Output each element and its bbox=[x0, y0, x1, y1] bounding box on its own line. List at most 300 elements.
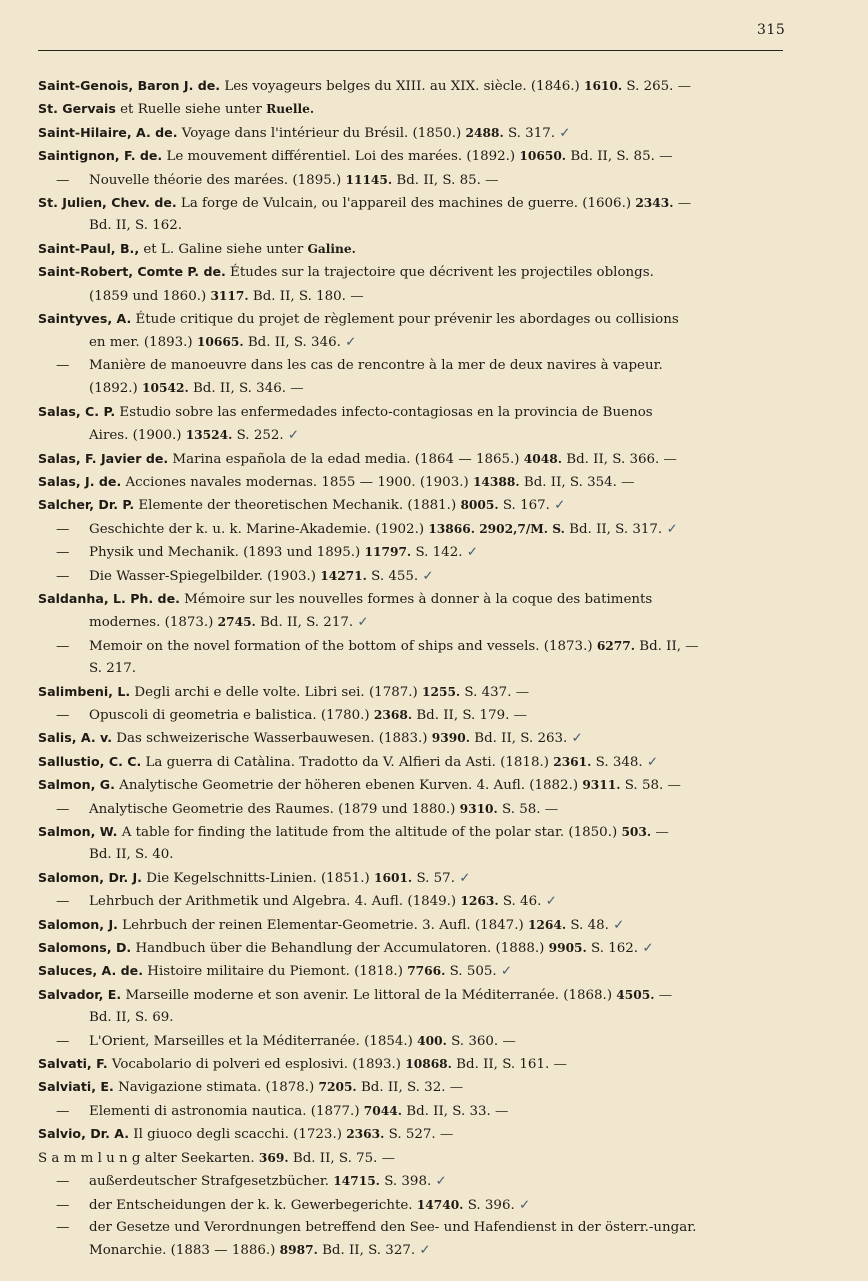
entry-title: et Ruelle siehe unter bbox=[115, 102, 267, 118]
catalog-number: 2745. bbox=[217, 615, 256, 630]
index-entry bbox=[38, 1076, 778, 1099]
entry-line bbox=[38, 565, 778, 588]
catalog-number: 8005. bbox=[460, 498, 499, 513]
entry-title: Étude critique du projet de règlement pour prévenir les abordages ou collisions bbox=[131, 312, 679, 328]
author-name: Saint-Robert, Comte P. de. bbox=[38, 264, 226, 280]
margin-mark: ✓ bbox=[340, 335, 357, 351]
margin-mark: ✓ bbox=[496, 964, 513, 980]
page-reference: S. 455. bbox=[366, 568, 419, 584]
entry-line bbox=[38, 377, 778, 400]
catalog-number: 1263. bbox=[460, 894, 499, 909]
ditto-dash: — bbox=[56, 707, 70, 723]
entry-title: Le mouvement différentiel. Loi des marées. (1892.) bbox=[162, 149, 520, 165]
entry-line bbox=[38, 798, 778, 821]
page-reference: S. 396. bbox=[463, 1197, 515, 1213]
entry-title: Bd. II, S. 162. bbox=[89, 218, 183, 234]
entry-line bbox=[38, 937, 778, 960]
author-name: Salis, A. v. bbox=[38, 730, 112, 746]
catalog-number: 9311. bbox=[582, 778, 621, 793]
entry-line bbox=[38, 192, 778, 215]
index-entry bbox=[38, 1053, 778, 1076]
page-reference: S. 252. bbox=[232, 428, 284, 444]
margin-mark: — bbox=[549, 1057, 567, 1073]
page-reference: Bd. II, S. 33. bbox=[401, 1103, 491, 1119]
entry-line bbox=[38, 960, 778, 983]
entry-line bbox=[38, 215, 778, 237]
entry-title: Histoire militaire du Piemont. (1818.) bbox=[143, 964, 408, 980]
entry-title: der Entscheidungen der k. k. Gewerbegerichte. bbox=[89, 1197, 417, 1213]
catalog-number: 369. bbox=[258, 1150, 289, 1165]
entry-title: Les voyageurs belges du XIII. au XIX. siècle. (1846.) bbox=[220, 79, 584, 94]
margin-mark: — bbox=[673, 196, 692, 212]
entry-line bbox=[38, 867, 778, 890]
index-subentry bbox=[38, 1030, 778, 1053]
catalog-number: 14271. bbox=[320, 568, 367, 583]
ditto-dash: — bbox=[56, 521, 70, 537]
author-name: Saintyves, A. bbox=[38, 311, 132, 327]
ditto-dash: — bbox=[56, 638, 70, 654]
margin-mark: — bbox=[509, 707, 528, 723]
page-reference: S. 167. bbox=[498, 498, 550, 514]
page-reference: Bd. II, S. 75. bbox=[288, 1150, 378, 1166]
index-entry bbox=[38, 192, 778, 238]
index-entry bbox=[38, 471, 778, 494]
author-name: Salviati, E. bbox=[38, 1079, 114, 1095]
page-reference: Bd. II, S. 354. bbox=[519, 474, 617, 490]
catalog-number: 10868. bbox=[405, 1057, 452, 1072]
margin-mark: ✓ bbox=[642, 754, 659, 770]
margin-mark: ✓ bbox=[415, 1243, 431, 1259]
catalog-number: 11797. bbox=[364, 545, 412, 560]
catalog-number: 10650. bbox=[519, 149, 567, 164]
index-entry bbox=[38, 867, 778, 890]
catalog-number: 11145. bbox=[345, 172, 393, 187]
page-reference: S. 348. bbox=[591, 754, 643, 770]
entry-line bbox=[38, 1053, 778, 1076]
index-subentry bbox=[38, 635, 778, 681]
page-reference: S. 360. bbox=[446, 1033, 499, 1049]
entry-line bbox=[38, 1217, 778, 1239]
entry-title: Memoir on the novel formation of the bottom of ships and vessels. (1873.) bbox=[89, 638, 597, 654]
page-reference: Bd. II, S. 179. bbox=[412, 707, 510, 723]
margin-mark: — bbox=[540, 801, 559, 817]
catalog-number: 13524. bbox=[185, 428, 233, 443]
catalog-number: 10665. bbox=[196, 335, 244, 350]
margin-mark: — bbox=[663, 778, 681, 794]
entry-title: et L. Galine siehe unter bbox=[139, 241, 308, 257]
margin-mark: — bbox=[673, 79, 692, 94]
entry-title: Estudio sobre las enfermedades infecto-contagiosas en la provincia de Buenos bbox=[115, 404, 653, 420]
entry-title: S a m m l u n g alter Seekarten. bbox=[38, 1150, 259, 1166]
margin-mark: ✓ bbox=[567, 731, 583, 747]
margin-mark: ✓ bbox=[608, 917, 625, 933]
catalog-number: 13866. 2902,7/M. S. bbox=[428, 521, 565, 536]
entry-line bbox=[38, 1030, 778, 1053]
entry-line bbox=[38, 75, 778, 98]
entry-title: S. 217. bbox=[89, 661, 137, 677]
entry-line bbox=[38, 635, 778, 658]
index-entry bbox=[38, 1147, 778, 1170]
entry-title: der Gesetze und Verordnungen betreffend den See- und Hafendienst in der österr.-ungar. bbox=[89, 1219, 697, 1235]
index-entry bbox=[38, 984, 778, 1030]
index-entry bbox=[38, 238, 778, 261]
index-subentry bbox=[38, 1217, 778, 1263]
margin-mark: ✓ bbox=[454, 870, 471, 886]
author-name: Salas, C. P. bbox=[38, 403, 116, 419]
index-entry bbox=[38, 751, 778, 774]
entry-line bbox=[38, 1007, 778, 1029]
catalog-number: 9390. bbox=[431, 731, 470, 746]
margin-mark: — bbox=[659, 451, 677, 467]
author-name: Salimbeni, L. bbox=[38, 683, 131, 699]
margin-mark: ✓ bbox=[462, 545, 478, 561]
author-name: Salcher, Dr. P. bbox=[38, 497, 135, 513]
catalog-number: Ruelle. bbox=[266, 102, 315, 117]
catalog-number: 7205. bbox=[318, 1080, 357, 1095]
entry-line bbox=[38, 285, 778, 308]
margin-mark: — bbox=[651, 825, 669, 840]
entry-line bbox=[38, 844, 778, 866]
page-reference: Bd. II, S. 217. bbox=[255, 615, 354, 631]
entry-title: Il giuoco degli scacchi. (1723.) bbox=[129, 1127, 347, 1143]
margin-mark: — bbox=[490, 1103, 509, 1119]
catalog-number: 6277. bbox=[596, 638, 635, 653]
entry-line bbox=[38, 145, 778, 168]
entry-title: Bd. II, S. 40. bbox=[89, 847, 174, 863]
catalog-number: 2368. bbox=[373, 707, 413, 722]
author-name: Saint-Genois, Baron J. de. bbox=[38, 78, 221, 93]
page-reference: Bd. II, S. 346. bbox=[188, 381, 287, 397]
author-name: Saintignon, F. de. bbox=[38, 148, 163, 164]
margin-mark: — bbox=[445, 1080, 464, 1096]
ditto-dash: — bbox=[56, 357, 70, 373]
author-name: Salomons, D. bbox=[38, 940, 132, 956]
entry-line bbox=[38, 751, 778, 774]
page-reference: S. 527. bbox=[384, 1127, 436, 1143]
entry-line bbox=[38, 658, 778, 680]
index-entry-list bbox=[38, 75, 778, 1263]
entry-line bbox=[38, 261, 778, 284]
author-name: Salas, F. Javier de. bbox=[38, 450, 169, 466]
index-entry bbox=[38, 448, 778, 471]
margin-mark: — bbox=[616, 474, 635, 490]
margin-mark: ✓ bbox=[418, 568, 434, 584]
entry-title: Degli archi e delle volte. Libri sei. (1787.) bbox=[130, 684, 422, 700]
author-name: Salvador, E. bbox=[38, 986, 122, 1002]
entry-title: Navigazione stimata. (1878.) bbox=[113, 1080, 319, 1096]
margin-mark: ✓ bbox=[541, 894, 557, 910]
entry-line bbox=[38, 238, 778, 261]
index-subentry bbox=[38, 565, 778, 588]
page-reference: Bd. II, S. 180. bbox=[248, 288, 346, 304]
catalog-number: Galine. bbox=[307, 241, 356, 256]
margin-mark: — bbox=[498, 1033, 516, 1049]
ditto-dash: — bbox=[56, 1197, 70, 1213]
catalog-number: 3117. bbox=[210, 288, 249, 303]
index-entry bbox=[38, 937, 778, 960]
catalog-number: 1255. bbox=[422, 684, 461, 699]
page-reference: S. 162. bbox=[586, 941, 639, 957]
index-entry bbox=[38, 681, 778, 704]
index-entry bbox=[38, 774, 778, 797]
author-name: Sallustio, C. C. bbox=[38, 753, 142, 769]
catalog-number: 14715. bbox=[333, 1174, 380, 1189]
margin-mark: — bbox=[654, 149, 673, 165]
entry-line bbox=[38, 471, 778, 494]
index-entry bbox=[38, 1123, 778, 1146]
entry-line bbox=[38, 122, 778, 145]
page-reference: Bd. II, S. 366. bbox=[561, 451, 660, 467]
author-name: Saluces, A. de. bbox=[38, 963, 144, 979]
index-subentry bbox=[38, 169, 778, 192]
entry-title: Marseille moderne et son avenir. Le littoral de la Méditerranée. (1868.) bbox=[121, 987, 617, 1003]
entry-line bbox=[38, 308, 778, 331]
page-reference: Bd. II, S. 85. bbox=[566, 149, 655, 165]
page-reference: S. 398. bbox=[379, 1174, 432, 1190]
index-subentry bbox=[38, 798, 778, 821]
page-reference: Bd. II, S. 32. bbox=[356, 1080, 446, 1096]
author-name: Saint-Hilaire, A. de. bbox=[38, 124, 178, 140]
entry-line bbox=[38, 727, 778, 750]
author-name: Salmon, W. bbox=[38, 824, 118, 839]
catalog-number: 400. bbox=[417, 1033, 447, 1048]
index-entry bbox=[38, 122, 778, 145]
entry-title: Geschichte der k. u. k. Marine-Akademie. (1902.) bbox=[89, 521, 429, 537]
entry-line bbox=[38, 541, 778, 564]
entry-line bbox=[38, 588, 778, 611]
margin-mark: — bbox=[286, 381, 304, 397]
page-reference: S. 437. bbox=[460, 684, 512, 700]
catalog-number: 9310. bbox=[459, 801, 498, 816]
entry-title: Lehrbuch der reinen Elementar-Geometrie. 3. Aufl. (1847.) bbox=[117, 917, 528, 933]
entry-title: Physik und Mechanik. (1893 und 1895.) bbox=[89, 545, 365, 561]
entry-title: außerdeutscher Strafgesetzbücher. bbox=[89, 1174, 334, 1190]
index-entry bbox=[38, 727, 778, 750]
ditto-dash: — bbox=[56, 172, 70, 188]
entry-line bbox=[38, 355, 778, 377]
entry-line bbox=[38, 821, 778, 844]
ditto-dash: — bbox=[56, 1103, 70, 1119]
catalog-number: 1610. bbox=[583, 79, 623, 93]
page-reference: S. 142. bbox=[411, 545, 463, 561]
index-entry bbox=[38, 960, 778, 983]
author-name: Salvati, F. bbox=[38, 1056, 108, 1072]
author-name: Saldanha, L. Ph. de. bbox=[38, 590, 180, 606]
page-reference: Bd. II, S. 161. bbox=[451, 1057, 550, 1073]
entry-line bbox=[38, 1147, 778, 1170]
page-reference: Bd. II, S. 346. bbox=[243, 335, 341, 351]
catalog-number: 14740. bbox=[416, 1197, 464, 1212]
index-subentry bbox=[38, 1100, 778, 1123]
margin-mark: — bbox=[511, 684, 530, 700]
page-reference: Bd. II, S. 317. bbox=[564, 521, 663, 537]
index-subentry bbox=[38, 1170, 778, 1193]
catalog-number: 10542. bbox=[142, 381, 189, 396]
entry-line bbox=[38, 914, 778, 937]
entry-line bbox=[38, 984, 778, 1007]
entry-title: Voyage dans l'intérieur du Brésil. (1850.) bbox=[177, 125, 466, 141]
author-name: Saint-Paul, B., bbox=[38, 240, 140, 256]
catalog-number: 7766. bbox=[407, 964, 446, 979]
index-subentry bbox=[38, 518, 778, 541]
entry-title: Aires. (1900.) bbox=[89, 428, 186, 444]
index-entry bbox=[38, 914, 778, 937]
entry-title: Die Wasser-Spiegelbilder. (1903.) bbox=[89, 568, 321, 584]
catalog-number: 1264. bbox=[527, 917, 567, 932]
entry-title: en mer. (1893.) bbox=[89, 335, 197, 351]
entry-line bbox=[38, 98, 778, 121]
entry-title: La forge de Vulcain, ou l'appareil des machines de guerre. (1606.) bbox=[176, 196, 636, 212]
index-entry bbox=[38, 308, 778, 355]
entry-title: La guerra di Catàlina. Tradotto da V. Alfieri da Asti. (1818.) bbox=[141, 754, 554, 770]
index-entry bbox=[38, 494, 778, 517]
index-subentry bbox=[38, 1194, 778, 1217]
page-reference: S. 505. bbox=[445, 964, 497, 980]
index-entry bbox=[38, 588, 778, 635]
catalog-number: 4505. bbox=[616, 987, 655, 1002]
entry-line bbox=[38, 1076, 778, 1099]
entry-line bbox=[38, 890, 778, 913]
entry-title: Die Kegelschnitts-Linien. (1851.) bbox=[141, 870, 375, 886]
entry-title: Mémoire sur les nouvelles formes à donner à la coque des batiments bbox=[179, 591, 653, 607]
page-reference: S. 58. bbox=[497, 801, 541, 817]
index-entry bbox=[38, 75, 778, 98]
index-subentry bbox=[38, 890, 778, 913]
catalog-number: 2361. bbox=[553, 754, 592, 769]
margin-mark: — bbox=[345, 288, 364, 304]
entry-title: Acciones navales modernas. 1855 — 1900. (1903.) bbox=[121, 474, 473, 490]
entry-title: Das schweizerische Wasserbauwesen. (1883.) bbox=[111, 731, 432, 747]
entry-title: Bd. II, S. 69. bbox=[89, 1010, 174, 1026]
author-name: Salas, J. de. bbox=[38, 473, 122, 489]
catalog-number: 2363. bbox=[346, 1127, 385, 1142]
entry-line bbox=[38, 169, 778, 192]
catalog-number: 2343. bbox=[635, 196, 674, 211]
margin-mark: — bbox=[377, 1150, 396, 1166]
entry-line bbox=[38, 448, 778, 471]
entry-line bbox=[38, 518, 778, 541]
entry-title: Opuscoli di geometria e balistica. (1780.) bbox=[89, 707, 374, 723]
author-name: St. Julien, Chev. de. bbox=[38, 195, 177, 211]
entry-title: L'Orient, Marseilles et la Méditerranée. (1854.) bbox=[89, 1033, 418, 1049]
margin-mark: ✓ bbox=[514, 1197, 531, 1213]
entry-line bbox=[38, 1100, 778, 1123]
catalog-number: 2488. bbox=[465, 125, 504, 140]
entry-line bbox=[38, 774, 778, 797]
page-reference: S. 317. bbox=[503, 125, 555, 141]
margin-mark: — bbox=[681, 638, 699, 654]
catalog-number: 503. bbox=[621, 825, 652, 839]
margin-mark: ✓ bbox=[283, 428, 300, 444]
author-name: Salmon, G. bbox=[38, 777, 115, 793]
page-reference: S. 265. bbox=[622, 79, 674, 94]
margin-mark: ✓ bbox=[555, 125, 571, 141]
entry-title: Monarchie. (1883 — 1886.) bbox=[89, 1243, 280, 1259]
page-number: 315 bbox=[757, 22, 786, 38]
page-reference: S. 57. bbox=[412, 870, 455, 886]
entry-title: modernes. (1873.) bbox=[89, 615, 218, 631]
margin-mark: — bbox=[654, 987, 673, 1003]
entry-title: Manière de manoeuvre dans les cas de rencontre à la mer de deux navires à vapeur. bbox=[89, 357, 663, 373]
margin-mark: — bbox=[480, 172, 499, 188]
entry-line bbox=[38, 681, 778, 704]
page-reference: Bd. II, S. 327. bbox=[317, 1243, 416, 1259]
entry-line bbox=[38, 704, 778, 727]
entry-title: Analytische Geometrie der höheren ebenen Kurven. 4. Aufl. (1882.) bbox=[114, 778, 583, 794]
entry-line bbox=[38, 611, 778, 634]
margin-mark: ✓ bbox=[549, 498, 566, 514]
page-reference: Bd. II, bbox=[634, 638, 682, 654]
entry-line bbox=[38, 1194, 778, 1217]
index-subentry bbox=[38, 355, 778, 401]
entry-title: (1859 und 1860.) bbox=[89, 288, 211, 304]
ditto-dash: — bbox=[56, 545, 70, 561]
ditto-dash: — bbox=[56, 801, 70, 817]
page-reference: S. 48. bbox=[566, 917, 609, 933]
entry-title: Handbuch über die Behandlung der Accumulatoren. (1888.) bbox=[131, 941, 549, 957]
entry-title: Analytische Geometrie des Raumes. (1879 und 1880.) bbox=[89, 801, 460, 817]
index-entry bbox=[38, 98, 778, 121]
catalog-number: 14388. bbox=[472, 474, 520, 489]
index-subentry bbox=[38, 704, 778, 727]
entry-line bbox=[38, 494, 778, 517]
catalog-number: 4048. bbox=[523, 451, 562, 466]
author-name: St. Gervais bbox=[38, 101, 116, 117]
index-entry bbox=[38, 401, 778, 448]
entry-line bbox=[38, 424, 778, 447]
entry-title: Marina española de la edad media. (1864 — 1865.) bbox=[168, 451, 524, 467]
margin-mark: ✓ bbox=[638, 941, 654, 957]
author-name: Salomon, Dr. J. bbox=[38, 869, 142, 885]
entry-title: (1892.) bbox=[89, 381, 143, 397]
entry-line bbox=[38, 1170, 778, 1193]
page-reference: Bd. II, S. 85. bbox=[392, 172, 481, 188]
index-entry bbox=[38, 821, 778, 867]
margin-mark: ✓ bbox=[353, 615, 369, 631]
catalog-number: 1601. bbox=[374, 870, 413, 885]
index-entry bbox=[38, 261, 778, 308]
author-name: Salomon, J. bbox=[38, 916, 118, 932]
entry-title: Elementi di astronomia nautica. (1877.) bbox=[89, 1103, 364, 1119]
entry-title: Nouvelle théorie des marées. (1895.) bbox=[89, 172, 346, 188]
entry-title: A table for finding the latitude from the altitude of the polar star. (1850.) bbox=[117, 825, 622, 840]
page-reference: S. 58. bbox=[620, 778, 664, 794]
entry-line bbox=[38, 1239, 778, 1262]
margin-mark: ✓ bbox=[662, 521, 678, 537]
page-reference: S. 46. bbox=[498, 894, 542, 910]
margin-mark: ✓ bbox=[431, 1174, 447, 1190]
entry-title: Vocabolario di polveri ed esplosivi. (1893.) bbox=[107, 1057, 406, 1073]
entry-title: Elemente der theoretischen Mechanik. (1881.) bbox=[134, 498, 461, 514]
catalog-number: 7044. bbox=[363, 1103, 402, 1118]
entry-line bbox=[38, 331, 778, 354]
catalog-number: 8987. bbox=[279, 1243, 318, 1258]
margin-mark: — bbox=[435, 1127, 454, 1143]
entry-title: Lehrbuch der Arithmetik und Algebra. 4. Aufl. (1849.) bbox=[89, 894, 461, 910]
ditto-dash: — bbox=[56, 1174, 70, 1190]
index-subentry bbox=[38, 541, 778, 564]
entry-line bbox=[38, 401, 778, 424]
index-entry bbox=[38, 145, 778, 168]
ditto-dash: — bbox=[56, 1219, 70, 1235]
page-reference: Bd. II, S. 263. bbox=[469, 731, 568, 747]
entry-title: Études sur la trajectoire que décrivent les projectiles oblongs. bbox=[225, 265, 654, 281]
ditto-dash: — bbox=[56, 894, 70, 910]
entry-line bbox=[38, 1123, 778, 1146]
ditto-dash: — bbox=[56, 568, 70, 584]
catalog-number: 9905. bbox=[548, 941, 587, 956]
ditto-dash: — bbox=[56, 1033, 70, 1049]
